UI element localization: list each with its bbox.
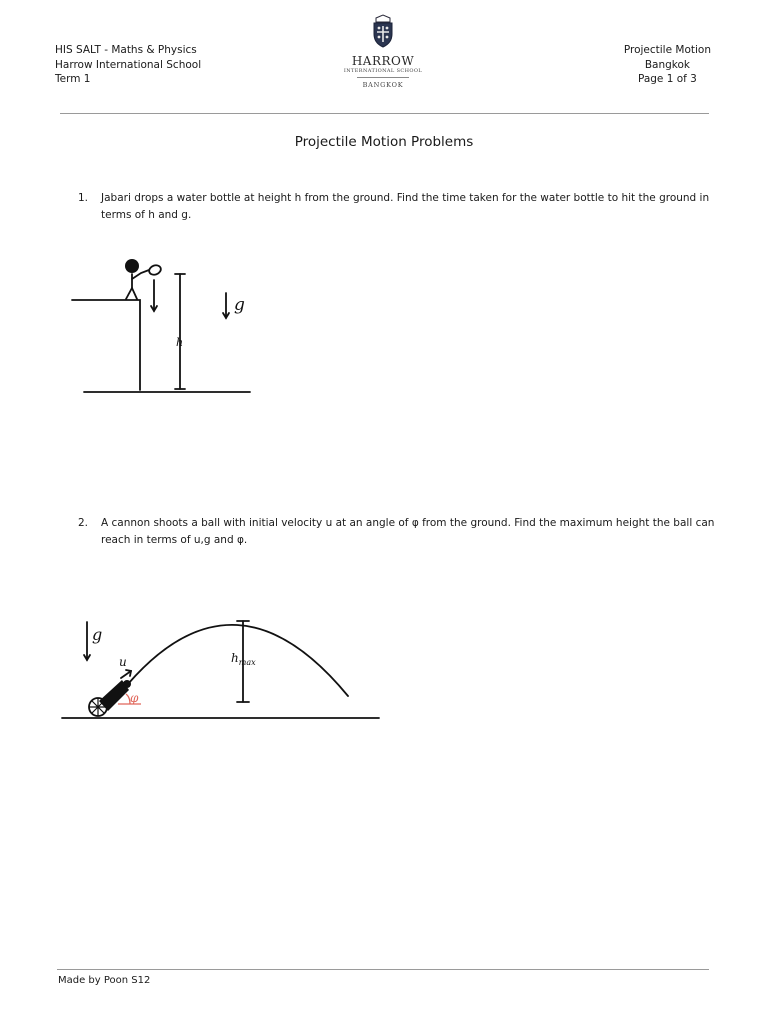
header-divider xyxy=(60,113,709,114)
footer-divider xyxy=(57,969,709,970)
course-line: HIS SALT - Maths & Physics xyxy=(55,44,197,56)
topic-line: Projectile Motion xyxy=(623,44,711,56)
hmax-subscript: max xyxy=(238,658,256,667)
page-number: Page 1 of 3 xyxy=(637,73,697,85)
question-number: 1. xyxy=(78,192,89,204)
question-text: Jabari drops a water bottle at height h from the ground. Find the time taken for the water bottle to hit the ground in terms of h and g. xyxy=(101,192,710,221)
question-1 xyxy=(78,190,718,224)
header-right xyxy=(624,43,711,87)
figure-cannon xyxy=(56,594,406,759)
angle-label: φ xyxy=(130,691,139,705)
question-text: A cannon shoots a ball with initial velocity u at an angle of φ from the ground. Find the maximum height the ball can reach in terms of u,g and φ. xyxy=(101,517,715,546)
gravity-label: g xyxy=(234,295,245,315)
school-line: Harrow International School xyxy=(55,58,202,71)
velocity-label: u xyxy=(119,655,127,669)
gravity-label: g xyxy=(92,625,103,644)
location-line: Bangkok xyxy=(644,58,690,71)
logo-city: BANGKOK xyxy=(362,81,404,89)
height-label: h xyxy=(176,336,184,349)
term-line: Term 1 xyxy=(55,73,91,85)
school-logo xyxy=(340,14,426,89)
logo-subtitle: INTERNATIONAL SCHOOL xyxy=(343,68,423,74)
crest-icon xyxy=(370,14,396,48)
page-title: Projectile Motion Problems xyxy=(294,134,474,150)
question-2 xyxy=(78,515,718,549)
logo-wordmark: HARROW xyxy=(351,54,415,68)
figure-drop xyxy=(60,238,275,428)
header-left xyxy=(55,43,201,87)
footer-credit: Made by Poon S12 xyxy=(58,975,151,986)
hmax-main: h xyxy=(231,651,239,665)
logo-divider xyxy=(357,77,409,78)
question-number: 2. xyxy=(78,517,89,529)
person-head xyxy=(125,259,139,273)
